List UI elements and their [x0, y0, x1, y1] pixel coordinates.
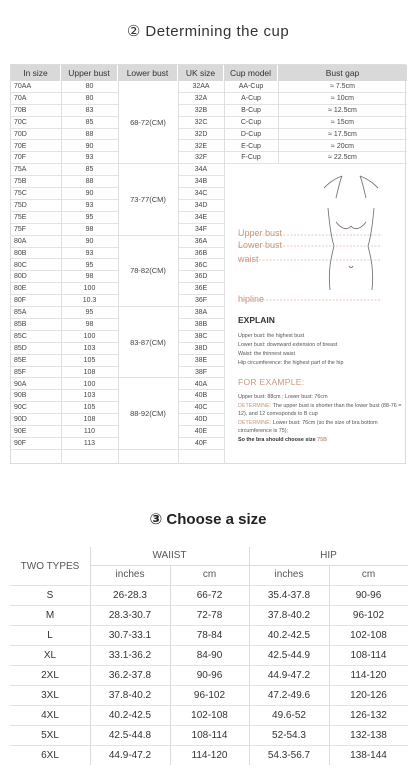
- hip-inches-cell: 42.5-44.9: [267, 650, 311, 661]
- determine-text: The upper bust is shorter than the lower bust (88-76 = 12), and 12 corresponds to B cup: [238, 402, 402, 418]
- size-row: [10, 725, 408, 745]
- in-size-cell: 85C: [11, 331, 61, 343]
- size-row: [10, 665, 408, 685]
- upper-bust-cell: 95: [61, 212, 118, 224]
- section-title-size: ③ Choose a size: [149, 511, 267, 528]
- lower-bust-group: 73-77(CM): [118, 164, 178, 235]
- size-row: [10, 585, 408, 605]
- uk-size-cell: 32AA: [178, 81, 224, 93]
- uk-size-cell: 32B: [178, 105, 224, 117]
- uk-size-cell: 34D: [178, 200, 224, 212]
- lower-bust-group: 68-72(CM): [118, 81, 178, 164]
- cup-model-cell: F-Cup: [224, 152, 278, 164]
- cup-model-cell: D-Cup: [224, 129, 278, 141]
- upper-bust-cell: 10.3: [61, 295, 118, 307]
- upper-bust-cell: 98: [61, 319, 118, 331]
- header-in-size: In size: [11, 65, 61, 81]
- in-size-cell: 80A: [11, 236, 61, 248]
- size-label: 3XL: [41, 690, 59, 701]
- unit-waist-cm: cm: [202, 569, 217, 580]
- waist-inches-cell: 37.8-40.2: [108, 690, 152, 701]
- header-bust-gap: Bust gap: [278, 65, 407, 81]
- in-size-cell: 75B: [11, 176, 61, 188]
- waist-cm-cell: 108-114: [191, 730, 228, 741]
- upper-bust-cell: 108: [61, 367, 118, 379]
- cup-model-cell: E-Cup: [224, 141, 278, 153]
- upper-bust-cell: 80: [61, 81, 118, 93]
- uk-size-cell: 38D: [178, 343, 224, 355]
- uk-size-cell: 32D: [178, 129, 224, 141]
- explain-line: Lower bust: downward extension of breast: [238, 342, 338, 348]
- divider: [61, 81, 62, 464]
- in-size-cell: 85D: [11, 343, 61, 355]
- explain-list: [238, 332, 403, 368]
- waist-cm-cell: 90-96: [196, 670, 223, 681]
- uk-size-cell: 34F: [178, 224, 224, 236]
- waist-cm-cell: 72-78: [196, 610, 223, 621]
- in-size-cell: 80D: [11, 271, 61, 283]
- upper-bust-cell: 90: [61, 141, 118, 153]
- divider: [249, 547, 250, 765]
- in-size-cell: 75A: [11, 164, 61, 176]
- in-size-cell: 80B: [11, 248, 61, 260]
- hip-inches-cell: 47.2-49.6: [267, 690, 311, 701]
- unit-hip-inches: inches: [274, 569, 304, 580]
- hip-inches-cell: 44.9-47.2: [267, 670, 311, 681]
- bust-gap-cell: ≈ 22.5cm: [278, 152, 407, 164]
- upper-bust-cell: 90: [61, 188, 118, 200]
- hip-cm-cell: 114-120: [350, 670, 387, 681]
- determine-text: Lower bust: 76cm (so the size of bra bottom circumference is 75);: [238, 419, 378, 435]
- hip-cm-cell: 102-108: [350, 630, 387, 641]
- upper-bust-cell: 93: [61, 152, 118, 164]
- size-label: L: [47, 630, 53, 641]
- waist-inches-cell: 44.9-47.2: [108, 750, 152, 761]
- label-hipline: hipline: [238, 294, 265, 304]
- size-label: S: [46, 590, 54, 601]
- divider: [224, 81, 225, 464]
- size-table: [10, 547, 408, 765]
- size-row: [10, 625, 408, 645]
- waist-cm-cell: 102-108: [191, 710, 228, 721]
- uk-size-cell: 38F: [178, 367, 224, 379]
- upper-bust-cell: 100: [61, 331, 118, 343]
- header-waist: WAIIST: [152, 550, 187, 561]
- hip-inches-cell: 40.2-42.5: [267, 630, 311, 641]
- size-label: 4XL: [41, 710, 59, 721]
- bust-gap-cell: ≈ 15cm: [278, 117, 407, 129]
- bust-gap-cell: ≈ 17.5cm: [278, 129, 407, 141]
- in-size-cell: 85E: [11, 355, 61, 367]
- waist-inches-cell: 42.5-44.8: [108, 730, 152, 741]
- bust-gap-cell: ≈ 12.5cm: [278, 105, 407, 117]
- uk-size-cell: 36B: [178, 248, 224, 260]
- upper-bust-cell: 95: [61, 307, 118, 319]
- waist-cm-cell: 96-102: [193, 690, 226, 701]
- uk-size-cell: 38A: [178, 307, 224, 319]
- in-size-cell: 90E: [11, 426, 61, 438]
- hip-inches-cell: 52-54.3: [272, 730, 306, 741]
- in-size-cell: 90B: [11, 390, 61, 402]
- divider: [329, 565, 330, 765]
- divider: [118, 81, 119, 464]
- header-upper-bust: Upper bust: [61, 65, 118, 81]
- determine-label: DETERMINE:: [238, 402, 272, 409]
- in-size-cell: 80F: [11, 295, 61, 307]
- upper-bust-cell: 100: [61, 379, 118, 391]
- header-two-types: TWO TYPES: [20, 561, 80, 572]
- explain-line: Waist: the thinnest waist: [238, 351, 295, 357]
- uk-size-cell: 38E: [178, 355, 224, 367]
- waist-inches-cell: 30.7-33.1: [108, 630, 152, 641]
- uk-size-cell: 36D: [178, 271, 224, 283]
- example-text: [238, 393, 404, 445]
- hip-cm-cell: 132-138: [350, 730, 387, 741]
- waist-inches-cell: 36.2-37.8: [108, 670, 152, 681]
- upper-bust-cell: 90: [61, 236, 118, 248]
- explain-title: EXPLAIN: [238, 315, 275, 325]
- upper-bust-cell: 93: [61, 200, 118, 212]
- waist-inches-cell: 33.1-36.2: [108, 650, 152, 661]
- size-label: 2XL: [41, 670, 59, 681]
- uk-size-cell: 40B: [178, 390, 224, 402]
- upper-bust-cell: 108: [61, 414, 118, 426]
- upper-bust-cell: 100: [61, 283, 118, 295]
- in-size-cell: 70D: [11, 129, 61, 141]
- divider: [90, 547, 91, 765]
- hip-inches-cell: 37.8-40.2: [267, 610, 311, 621]
- in-size-cell: 75C: [11, 188, 61, 200]
- bust-gap-cell: ≈ 10cm: [278, 93, 407, 105]
- waist-inches-cell: 26-28.3: [113, 590, 147, 601]
- cup-model-cell: C-Cup: [224, 117, 278, 129]
- waist-cm-cell: 84-90: [196, 650, 223, 661]
- upper-bust-cell: 93: [61, 248, 118, 260]
- example-title: FOR EXAMPLE:: [238, 377, 305, 387]
- uk-size-cell: 32E: [178, 141, 224, 153]
- size-row: [10, 605, 408, 625]
- bust-gap-cell: ≈ 20cm: [278, 141, 407, 153]
- in-size-cell: 85B: [11, 319, 61, 331]
- uk-size-cell: 32A: [178, 93, 224, 105]
- upper-bust-cell: 95: [61, 260, 118, 272]
- determine-1: [238, 402, 404, 419]
- uk-size-cell: 36A: [178, 236, 224, 248]
- in-size-cell: 85A: [11, 307, 61, 319]
- uk-size-cell: 34B: [178, 176, 224, 188]
- hip-cm-cell: 96-102: [352, 610, 385, 621]
- uk-size-cell: 36F: [178, 295, 224, 307]
- in-size-cell: 90F: [11, 438, 61, 450]
- label-lower-bust: Lower bust: [238, 240, 283, 250]
- lower-bust-group: 88-92(CM): [118, 379, 178, 450]
- upper-bust-cell: 83: [61, 105, 118, 117]
- upper-bust-cell: 85: [61, 117, 118, 129]
- size-label: XL: [43, 650, 57, 661]
- bust-gap-cell: ≈ 7.5cm: [278, 81, 407, 93]
- uk-size-cell: 40E: [178, 426, 224, 438]
- uk-size-cell: 34E: [178, 212, 224, 224]
- final-text: So the bra should choose size: [238, 436, 318, 443]
- uk-size-cell: 34A: [178, 164, 224, 176]
- uk-size-cell: 34C: [178, 188, 224, 200]
- body-silhouette-icon: [232, 80, 406, 315]
- size-row: [10, 645, 408, 665]
- in-size-cell: 70C: [11, 117, 61, 129]
- uk-size-cell: 38B: [178, 319, 224, 331]
- upper-bust-cell: 113: [61, 438, 118, 450]
- header-lower-bust: Lower bust: [118, 65, 178, 81]
- upper-bust-cell: 85: [61, 164, 118, 176]
- uk-size-cell: 36E: [178, 283, 224, 295]
- waist-cm-cell: 78-84: [196, 630, 223, 641]
- upper-bust-cell: 88: [61, 176, 118, 188]
- lower-bust-group: 83-87(CM): [118, 307, 178, 378]
- upper-bust-cell: 103: [61, 343, 118, 355]
- label-waist: waist: [238, 254, 259, 264]
- divider: [170, 565, 171, 765]
- label-upper-bust: Upper bust: [238, 228, 283, 238]
- waist-cm-cell: 114-120: [191, 750, 228, 761]
- uk-size-cell: 40A: [178, 379, 224, 391]
- explain-line: Hip circumference: the highest part of the hip: [238, 360, 344, 366]
- size-label: 6XL: [41, 750, 59, 761]
- hip-cm-cell: 120-126: [350, 690, 387, 701]
- uk-size-cell: 38C: [178, 331, 224, 343]
- in-size-cell: 75D: [11, 200, 61, 212]
- uk-size-cell: 40C: [178, 402, 224, 414]
- divider: [178, 81, 179, 464]
- upper-bust-cell: 80: [61, 93, 118, 105]
- determine-2: [238, 419, 404, 436]
- hip-inches-cell: 35.4-37.8: [267, 590, 311, 601]
- upper-bust-cell: 103: [61, 390, 118, 402]
- header-uk-size: UK size: [178, 65, 224, 81]
- upper-bust-cell: 98: [61, 271, 118, 283]
- unit-waist-inches: inches: [115, 569, 145, 580]
- waist-cm-cell: 66-72: [196, 590, 223, 601]
- in-size-cell: 80E: [11, 283, 61, 295]
- uk-size-cell: 32C: [178, 117, 224, 129]
- in-size-cell: 70B: [11, 105, 61, 117]
- in-size-cell: 90D: [11, 414, 61, 426]
- in-size-cell: 90C: [11, 402, 61, 414]
- in-size-cell: 70A: [11, 93, 61, 105]
- in-size-cell: 80C: [11, 260, 61, 272]
- lower-bust-group: 78-82(CM): [118, 236, 178, 307]
- upper-bust-cell: 98: [61, 224, 118, 236]
- cup-model-cell: B-Cup: [224, 105, 278, 117]
- determine-label: DETERMINE:: [238, 419, 272, 426]
- uk-size-cell: 36C: [178, 260, 224, 272]
- section-title-cup: ② Determining the cup: [126, 23, 290, 40]
- example-line: Upper bust: 88cm ; Lower bust: 76cm: [238, 394, 328, 400]
- upper-bust-cell: 105: [61, 402, 118, 414]
- hip-inches-cell: 54.3-56.7: [267, 750, 311, 761]
- header-hip: HIP: [320, 550, 337, 561]
- final-choice: [238, 436, 404, 445]
- uk-size-cell: 32F: [178, 152, 224, 164]
- hip-cm-cell: 108-114: [350, 650, 387, 661]
- hip-cm-cell: 138-144: [350, 750, 387, 761]
- upper-bust-cell: 105: [61, 355, 118, 367]
- waist-inches-cell: 28.3-30.7: [108, 610, 152, 621]
- uk-size-cell: 40D: [178, 414, 224, 426]
- hip-cm-cell: 90-96: [355, 590, 382, 601]
- final-size: 75B: [317, 436, 327, 443]
- in-size-cell: 90A: [11, 379, 61, 391]
- size-label: 5XL: [41, 730, 59, 741]
- size-row: [10, 745, 408, 765]
- cup-model-cell: AA-Cup: [224, 81, 278, 93]
- uk-size-cell: 40F: [178, 438, 224, 450]
- hip-inches-cell: 49.6-52: [272, 710, 306, 721]
- in-size-cell: 75E: [11, 212, 61, 224]
- upper-bust-cell: 110: [61, 426, 118, 438]
- size-label: M: [45, 610, 55, 621]
- cup-model-cell: A-Cup: [224, 93, 278, 105]
- header-cup-model: Cup model: [224, 65, 278, 81]
- in-size-cell: 70F: [11, 152, 61, 164]
- in-size-cell: 85F: [11, 367, 61, 379]
- upper-bust-cell: 88: [61, 129, 118, 141]
- in-size-cell: 70E: [11, 141, 61, 153]
- hip-cm-cell: 126-132: [350, 710, 387, 721]
- unit-hip-cm: cm: [361, 569, 376, 580]
- waist-inches-cell: 40.2-42.5: [108, 710, 152, 721]
- in-size-cell: 70AA: [11, 81, 61, 93]
- size-row: [10, 705, 408, 725]
- size-row: [10, 685, 408, 705]
- in-size-cell: 75F: [11, 224, 61, 236]
- body-illustration: [232, 80, 406, 464]
- explain-line: Upper bust: the highest bust: [238, 333, 305, 339]
